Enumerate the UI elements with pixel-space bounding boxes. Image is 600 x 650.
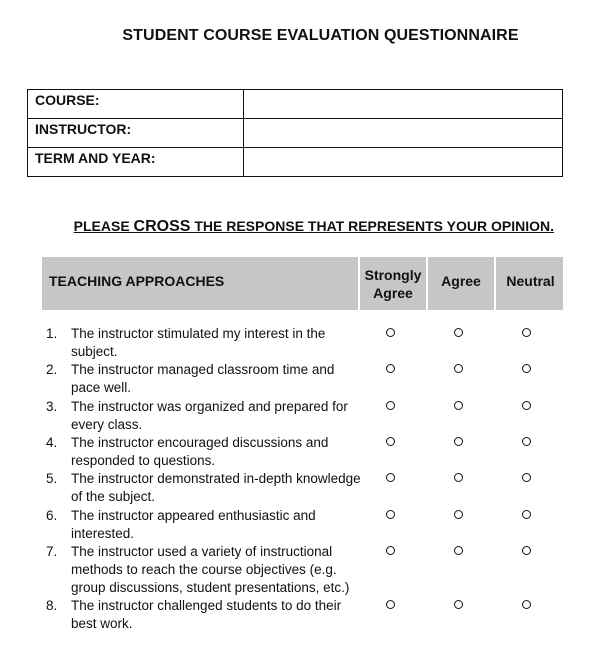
instructor-row [28, 119, 563, 148]
question-item [46, 361, 366, 397]
course-field[interactable] [244, 90, 563, 119]
radio-neutral-q2[interactable] [522, 364, 531, 373]
instruction-after: THE RESPONSE THAT REPRESENTS YOUR OPINION. [190, 218, 554, 234]
page-title: STUDENT COURSE EVALUATION QUESTIONNAIRE [122, 27, 519, 44]
question-item [46, 543, 366, 597]
question-item [46, 434, 366, 470]
instructor-label: INSTRUCTOR: [28, 119, 244, 148]
radio-agree-q6[interactable] [454, 510, 463, 519]
question-item [46, 597, 366, 633]
radio-strongly-agree-q5[interactable] [386, 473, 395, 482]
instructor-field[interactable] [244, 119, 563, 148]
question-number: 3. [46, 399, 58, 414]
radio-agree-q1[interactable] [454, 328, 463, 337]
radio-neutral-q5[interactable] [522, 473, 531, 482]
question-item [46, 507, 366, 543]
term-year-row [28, 148, 563, 177]
question-text: The instructor demonstrated in-depth knowledge of the subject. [71, 471, 361, 504]
course-row [28, 90, 563, 119]
term-year-label: TERM AND YEAR: [28, 148, 244, 177]
question-number: 7. [46, 544, 58, 559]
radio-strongly-agree-q8[interactable] [386, 600, 395, 609]
question-item [46, 398, 366, 434]
question-text: The instructor challenged students to do their best work. [71, 598, 342, 631]
radio-neutral-q3[interactable] [522, 401, 531, 410]
question-text: The instructor was organized and prepared for every class. [71, 399, 348, 432]
radio-agree-q4[interactable] [454, 437, 463, 446]
question-number: 1. [46, 326, 58, 341]
radio-strongly-agree-q3[interactable] [386, 401, 395, 410]
radio-agree-q8[interactable] [454, 600, 463, 609]
radio-strongly-agree-q7[interactable] [386, 546, 395, 555]
radio-neutral-q8[interactable] [522, 600, 531, 609]
term-year-field[interactable] [244, 148, 563, 177]
section-header: TEACHING APPROACHES [49, 273, 225, 289]
question-text: The instructor appeared enthusiastic and interested. [71, 508, 316, 541]
radio-strongly-agree-q6[interactable] [386, 510, 395, 519]
column-header-strongly-agree: Strongly Agree [358, 257, 426, 310]
instruction-before: PLEASE [73, 218, 134, 234]
course-label: COURSE: [28, 90, 244, 119]
radio-strongly-agree-q2[interactable] [386, 364, 395, 373]
radio-strongly-agree-q1[interactable] [386, 328, 395, 337]
course-info-table [27, 89, 563, 177]
table-header [42, 257, 563, 310]
column-header-neutral: Neutral [494, 257, 565, 310]
radio-agree-q7[interactable] [454, 546, 463, 555]
radio-agree-q3[interactable] [454, 401, 463, 410]
radio-neutral-q1[interactable] [522, 328, 531, 337]
radio-agree-q2[interactable] [454, 364, 463, 373]
instruction-text [74, 218, 554, 236]
instruction-emphasis: CROSS [133, 218, 191, 235]
question-item [46, 470, 366, 506]
radio-neutral-q4[interactable] [522, 437, 531, 446]
question-text: The instructor used a variety of instructional methods to reach the course objectives (e.g. group discussions, student presentations, etc.) [71, 544, 350, 595]
question-number: 5. [46, 471, 58, 486]
column-header-agree: Agree [426, 257, 494, 310]
radio-agree-q5[interactable] [454, 473, 463, 482]
question-number: 8. [46, 598, 58, 613]
question-number: 4. [46, 435, 58, 450]
radio-strongly-agree-q4[interactable] [386, 437, 395, 446]
question-text: The instructor stimulated my interest in the subject. [71, 326, 326, 359]
radio-neutral-q6[interactable] [522, 510, 531, 519]
question-number: 2. [46, 362, 58, 377]
question-item [46, 325, 366, 361]
radio-neutral-q7[interactable] [522, 546, 531, 555]
question-text: The instructor managed classroom time and pace well. [71, 362, 335, 395]
question-text: The instructor encouraged discussions and responded to questions. [71, 435, 329, 468]
question-number: 6. [46, 508, 58, 523]
